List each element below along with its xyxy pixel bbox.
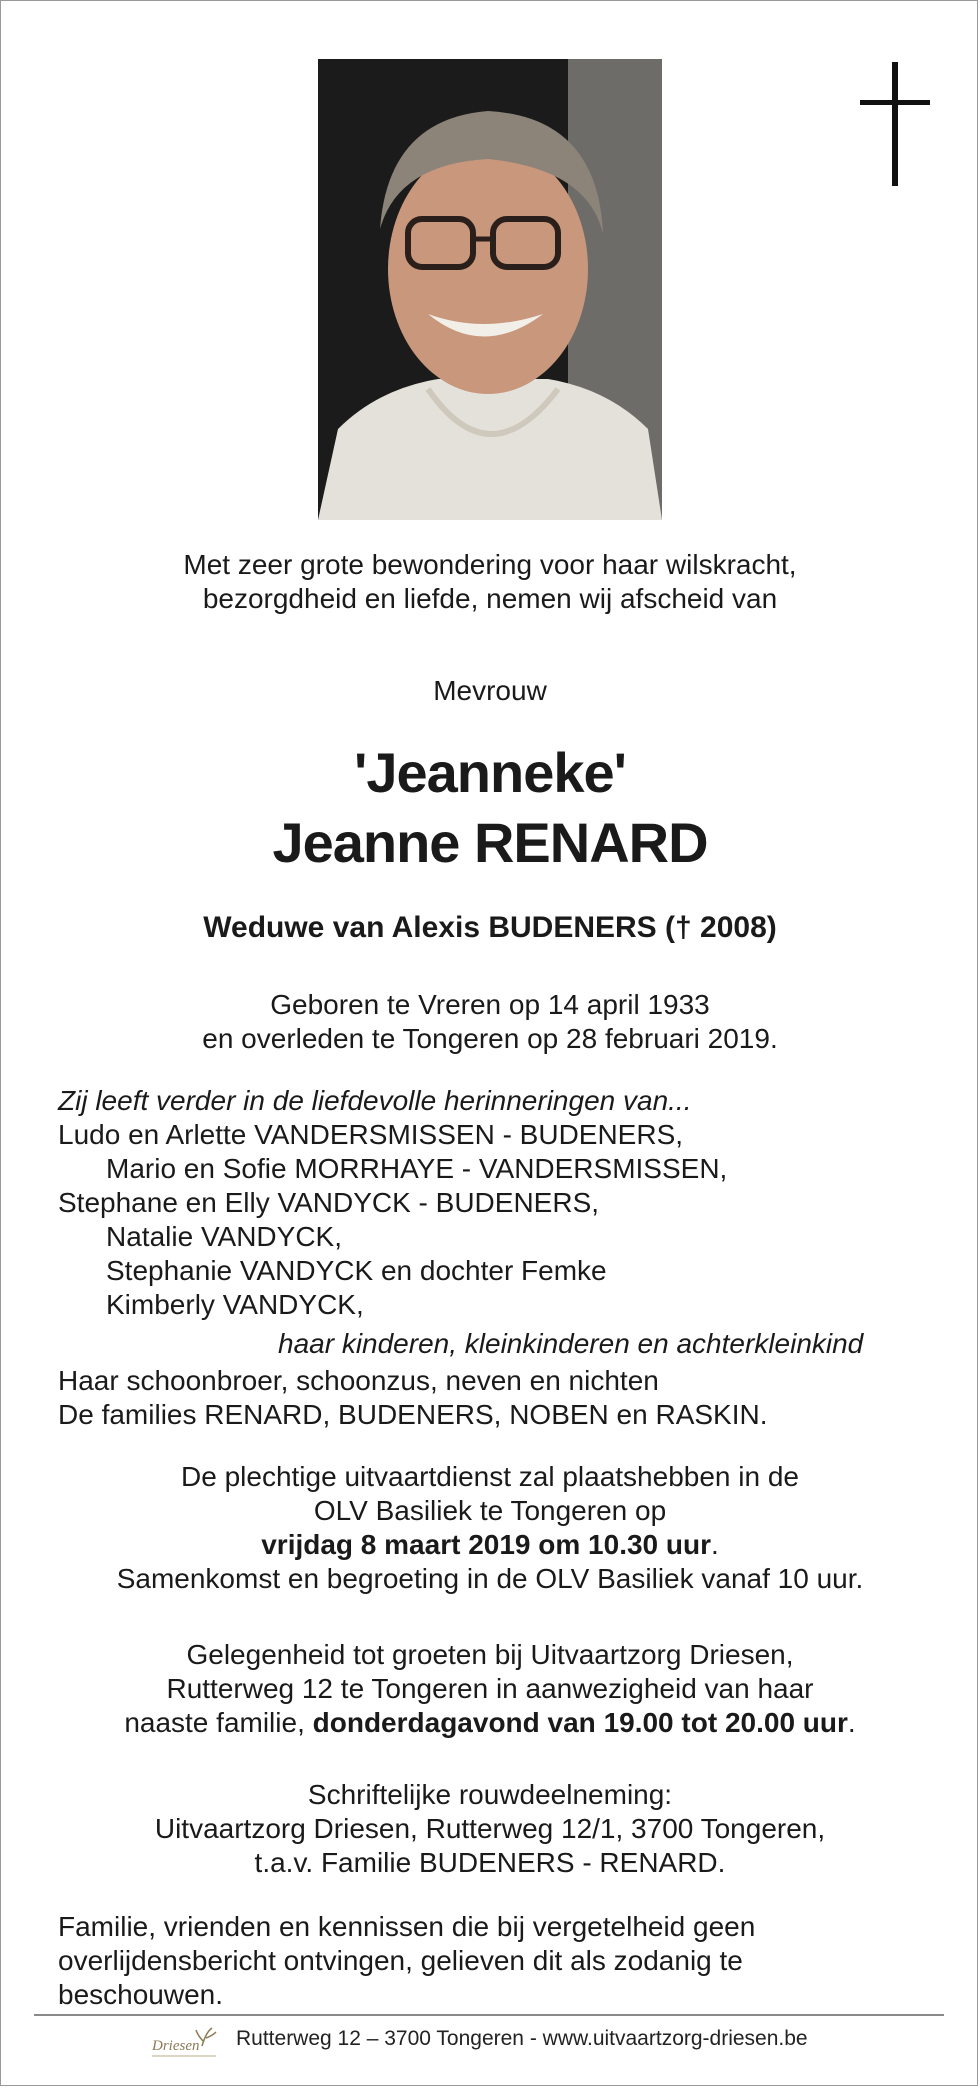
service-date-bold: vrijdag 8 maart 2019 om 10.30 uur bbox=[261, 1529, 711, 1560]
condolences-line: Schriftelijke rouwdeelneming: bbox=[307, 1779, 673, 1810]
survivor-line: Natalie VANDYCK, bbox=[106, 1221, 343, 1252]
relatives-line: De families RENARD, BUDENERS, NOBEN en RASKIN. bbox=[58, 1399, 768, 1430]
full-name: Jeanne RENARD bbox=[272, 811, 708, 874]
birth-line: Geboren te Vreren op 14 april 1933 bbox=[270, 989, 710, 1020]
relatives-line: Haar schoonbroer, schoonzus, neven en nichten bbox=[58, 1365, 659, 1396]
survivors-list bbox=[58, 1084, 727, 1322]
visitation bbox=[0, 1638, 980, 1740]
death-line: en overleden te Tongeren op 28 februari 2019. bbox=[202, 1023, 778, 1054]
funeral-service bbox=[0, 1460, 980, 1596]
birth-death bbox=[0, 988, 980, 1056]
svg-text:Driesen: Driesen bbox=[152, 2038, 200, 2054]
condolences-line: Uitvaartzorg Driesen, Rutterweg 12/1, 3700 Tongeren, bbox=[154, 1813, 826, 1844]
survivor-line: Ludo en Arlette VANDERSMISSEN - BUDENERS, bbox=[58, 1119, 684, 1150]
service-line: OLV Basiliek te Tongeren op bbox=[313, 1495, 667, 1526]
relatives bbox=[58, 1364, 768, 1432]
service-line: De plechtige uitvaartdienst zal plaatshebben in de bbox=[181, 1461, 799, 1492]
survivor-line: Stephane en Elly VANDYCK - BUDENERS, bbox=[58, 1187, 600, 1218]
condolences-line: t.a.v. Familie BUDENERS - RENARD. bbox=[254, 1847, 726, 1878]
intro-line: Met zeer grote bewondering voor haar wilskracht, bbox=[183, 549, 797, 580]
visitation-time-bold: donderdagavond van 19.00 tot 20.00 uur bbox=[312, 1707, 848, 1738]
survivor-line: Kimberly VANDYCK, bbox=[106, 1289, 364, 1320]
deceased-name bbox=[0, 738, 980, 878]
service-date bbox=[0, 1528, 980, 1562]
condolences bbox=[0, 1778, 980, 1880]
survivors-intro: Zij leeft verder in de liefdevolle herinneringen van... bbox=[58, 1085, 692, 1116]
visitation-line: Gelegenheid tot groeten bij Uitvaartzorg Driesen, bbox=[186, 1639, 794, 1670]
widow-line: Weduwe van Alexis BUDENERS († 2008) bbox=[203, 911, 777, 944]
footer-divider bbox=[34, 2014, 944, 2016]
intro-text bbox=[0, 548, 980, 616]
nickname: 'Jeanneke' bbox=[354, 741, 626, 804]
visitation-line: Rutterweg 12 te Tongeren in aanwezigheid van haar bbox=[166, 1673, 814, 1704]
kids-line: haar kinderen, kleinkinderen en achterkleinkind bbox=[278, 1328, 864, 1359]
visitation-time bbox=[0, 1706, 980, 1740]
service-line: Samenkomst en begroeting in de OLV Basiliek vanaf 10 uur. bbox=[116, 1563, 864, 1594]
survivor-line: Mario en Sofie MORRHAYE - VANDERSMISSEN, bbox=[106, 1153, 728, 1184]
footer-address: Rutterweg 12 – 3700 Tongeren - www.uitvaartzorg-driesen.be bbox=[236, 2027, 808, 2050]
visitation-prefix: naaste familie, bbox=[124, 1707, 313, 1738]
service-date-suffix: . bbox=[711, 1529, 719, 1560]
intro-line: bezorgdheid en liefde, nemen wij afscheid van bbox=[202, 583, 778, 614]
visitation-suffix: . bbox=[847, 1707, 856, 1738]
cross-icon bbox=[860, 62, 930, 186]
title-mevrouw: Mevrouw bbox=[433, 675, 547, 706]
survivor-line: Stephanie VANDYCK en dochter Femke bbox=[106, 1255, 607, 1286]
driesen-logo bbox=[150, 2024, 222, 2066]
footnote: Familie, vrienden en kennissen die bij vergetelheid geen overlijdensbericht ontvingen, gelieven dit als zodanig te beschouwen. bbox=[58, 1911, 756, 2010]
portrait-photo bbox=[318, 59, 662, 520]
